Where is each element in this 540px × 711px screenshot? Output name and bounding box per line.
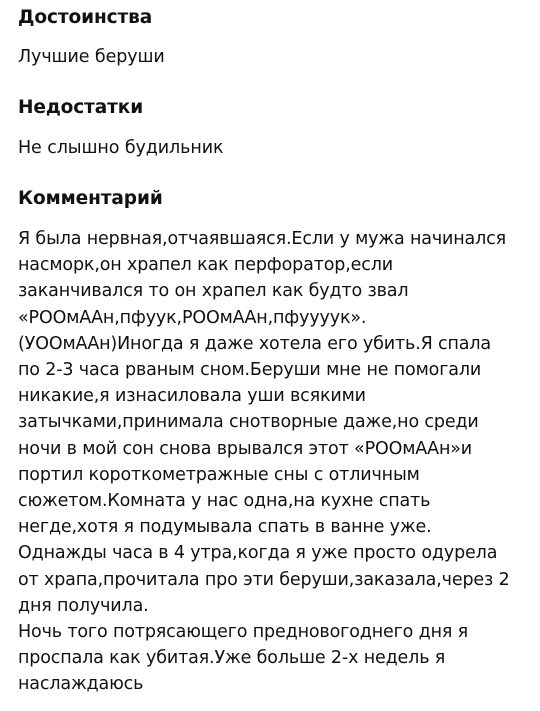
comment-line: от храпа,прочитала про эти беруши,заказала,через 2 — [18, 569, 510, 590]
comment-line: (УООмААн)Иногда я даже хотела его убить.Я спала — [18, 333, 491, 354]
comment-line: сюжетом.Комната у нас одна,на кухне спать — [18, 491, 431, 512]
comment-line: «РООмААн,пфуук,РООмААн,пфуууук». — [18, 307, 367, 328]
comment-line: заканчивался то он храпел как будто звал — [18, 281, 409, 302]
comment-line: негде,хотя я подумывала спать в ванне уже. — [18, 517, 432, 538]
comment-heading: Комментарий — [18, 188, 163, 209]
comment-line: Я была нервная,отчаявшаяся.Если у мужа начинался — [18, 229, 506, 249]
comment-line: дня получила. — [18, 595, 149, 616]
comment-line: насморк,он храпел как перфоратор,если — [18, 255, 394, 276]
comment-line: портил короткометражные сны с отличным — [18, 464, 420, 485]
comment-line: наслаждаюсь — [18, 674, 144, 695]
pros-text: Лучшие беруши — [18, 47, 165, 67]
comment-line: Однажды часа в 4 утра,когда я уже просто одурела — [18, 543, 498, 564]
comment-line: затычками,принимала снотворные даже,но среди — [18, 412, 479, 433]
comment-text — [18, 226, 526, 698]
comment-line: проспала как убитая.Уже больше 2-х недель я — [18, 648, 446, 669]
comment-line: никакие,я изнасиловала уши всякими — [18, 386, 366, 407]
comment-line: Ночь того потрясающего предновогоднего дня я — [18, 622, 469, 643]
comment-line: по 2-3 часа рваным сном.Беруши мне не помогали — [18, 360, 482, 381]
cons-text: Не слышно будильник — [18, 138, 224, 158]
cons-heading: Недостатки — [18, 97, 144, 118]
comment-line: ночи в мой сон снова врывался этот «РООмААн»и — [18, 438, 473, 459]
pros-heading: Достоинства — [18, 7, 153, 28]
